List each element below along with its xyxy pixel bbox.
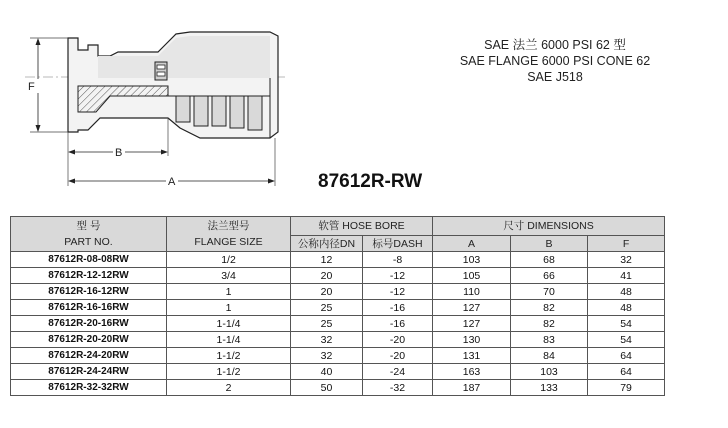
cell-dn: 50	[291, 380, 363, 396]
cell-flange: 1/2	[167, 252, 291, 268]
table-row	[11, 348, 665, 364]
cell-part: 87612R-16-12RW	[11, 284, 167, 300]
table-row	[11, 284, 665, 300]
dim-a-label: A	[168, 176, 176, 188]
cell-f: 48	[588, 284, 665, 300]
cell-a: 110	[433, 284, 511, 300]
cell-flange: 1-1/2	[167, 348, 291, 364]
fitting-drawing	[0, 0, 300, 200]
cell-flange: 3/4	[167, 268, 291, 284]
caption-line-1: SAE 法兰 6000 PSI 62 型	[484, 38, 626, 52]
table-row	[11, 380, 665, 396]
cell-b: 70	[511, 284, 588, 300]
cell-part: 87612R-16-16RW	[11, 300, 167, 316]
part-title: 87612R-RW	[318, 171, 423, 192]
cell-a: 131	[433, 348, 511, 364]
cell-dn: 20	[291, 268, 363, 284]
header-f: F	[588, 236, 665, 252]
cell-dn: 20	[291, 284, 363, 300]
table-row	[11, 268, 665, 284]
header-dash: 标号DASH	[363, 236, 433, 252]
table-row	[11, 364, 665, 380]
header-dn: 公称内径DN	[291, 236, 363, 252]
cell-dash: -16	[363, 316, 433, 332]
caption-line-3: SAE J518	[527, 70, 583, 84]
header-flange-cn: 法兰型号	[207, 220, 250, 232]
header-b: B	[511, 236, 588, 252]
table-row	[11, 332, 665, 348]
cell-dn: 32	[291, 332, 363, 348]
cell-dash: -12	[363, 284, 433, 300]
dim-f-label: F	[28, 81, 35, 93]
cell-f: 64	[588, 348, 665, 364]
cell-dash: -8	[363, 252, 433, 268]
header-part-cn: 型 号	[76, 220, 101, 232]
cell-f: 54	[588, 332, 665, 348]
cell-dash: -24	[363, 364, 433, 380]
cell-f: 54	[588, 316, 665, 332]
cell-dn: 25	[291, 316, 363, 332]
header-a: A	[433, 236, 511, 252]
cell-dash: -16	[363, 300, 433, 316]
header-hose-bore: 软管 HOSE BORE	[291, 217, 433, 236]
header-dimensions: 尺寸 DIMENSIONS	[433, 217, 665, 236]
cell-b: 133	[511, 380, 588, 396]
cell-part: 87612R-12-12RW	[11, 268, 167, 284]
cell-f: 41	[588, 268, 665, 284]
header-flange-en: FLANGE SIZE	[194, 236, 263, 248]
cell-a: 105	[433, 268, 511, 284]
cell-part: 87612R-08-08RW	[11, 252, 167, 268]
cell-a: 103	[433, 252, 511, 268]
spec-table	[10, 216, 665, 396]
cell-f: 48	[588, 300, 665, 316]
table-row	[11, 316, 665, 332]
cell-dash: -32	[363, 380, 433, 396]
cell-part: 87612R-20-20RW	[11, 332, 167, 348]
cell-part: 87612R-24-20RW	[11, 348, 167, 364]
cell-a: 163	[433, 364, 511, 380]
cell-part: 87612R-24-24RW	[11, 364, 167, 380]
cell-b: 66	[511, 268, 588, 284]
cell-dash: -12	[363, 268, 433, 284]
cell-dash: -20	[363, 348, 433, 364]
cell-a: 130	[433, 332, 511, 348]
cell-a: 127	[433, 300, 511, 316]
cell-dn: 25	[291, 300, 363, 316]
cell-flange: 1	[167, 284, 291, 300]
cell-part: 87612R-32-32RW	[11, 380, 167, 396]
header-flange-size	[167, 217, 291, 252]
cell-f: 64	[588, 364, 665, 380]
cell-dn: 12	[291, 252, 363, 268]
cell-flange: 1-1/4	[167, 316, 291, 332]
cell-b: 84	[511, 348, 588, 364]
cell-a: 127	[433, 316, 511, 332]
cell-flange: 1	[167, 300, 291, 316]
cell-flange: 2	[167, 380, 291, 396]
caption-line-2: SAE FLANGE 6000 PSI CONE 62	[459, 54, 651, 68]
header-part-en: PART NO.	[64, 236, 113, 248]
cell-b: 82	[511, 300, 588, 316]
cell-dn: 40	[291, 364, 363, 380]
cell-part: 87612R-20-16RW	[11, 316, 167, 332]
cell-b: 83	[511, 332, 588, 348]
cell-dash: -20	[363, 332, 433, 348]
table-row	[11, 300, 665, 316]
cell-a: 187	[433, 380, 511, 396]
dim-b-label: B	[115, 147, 123, 159]
cell-f: 32	[588, 252, 665, 268]
cell-b: 103	[511, 364, 588, 380]
header-part-no	[11, 217, 167, 252]
cell-b: 82	[511, 316, 588, 332]
cell-b: 68	[511, 252, 588, 268]
cell-flange: 1-1/2	[167, 364, 291, 380]
table-row	[11, 252, 665, 268]
cell-flange: 1-1/4	[167, 332, 291, 348]
cell-dn: 32	[291, 348, 363, 364]
cell-f: 79	[588, 380, 665, 396]
